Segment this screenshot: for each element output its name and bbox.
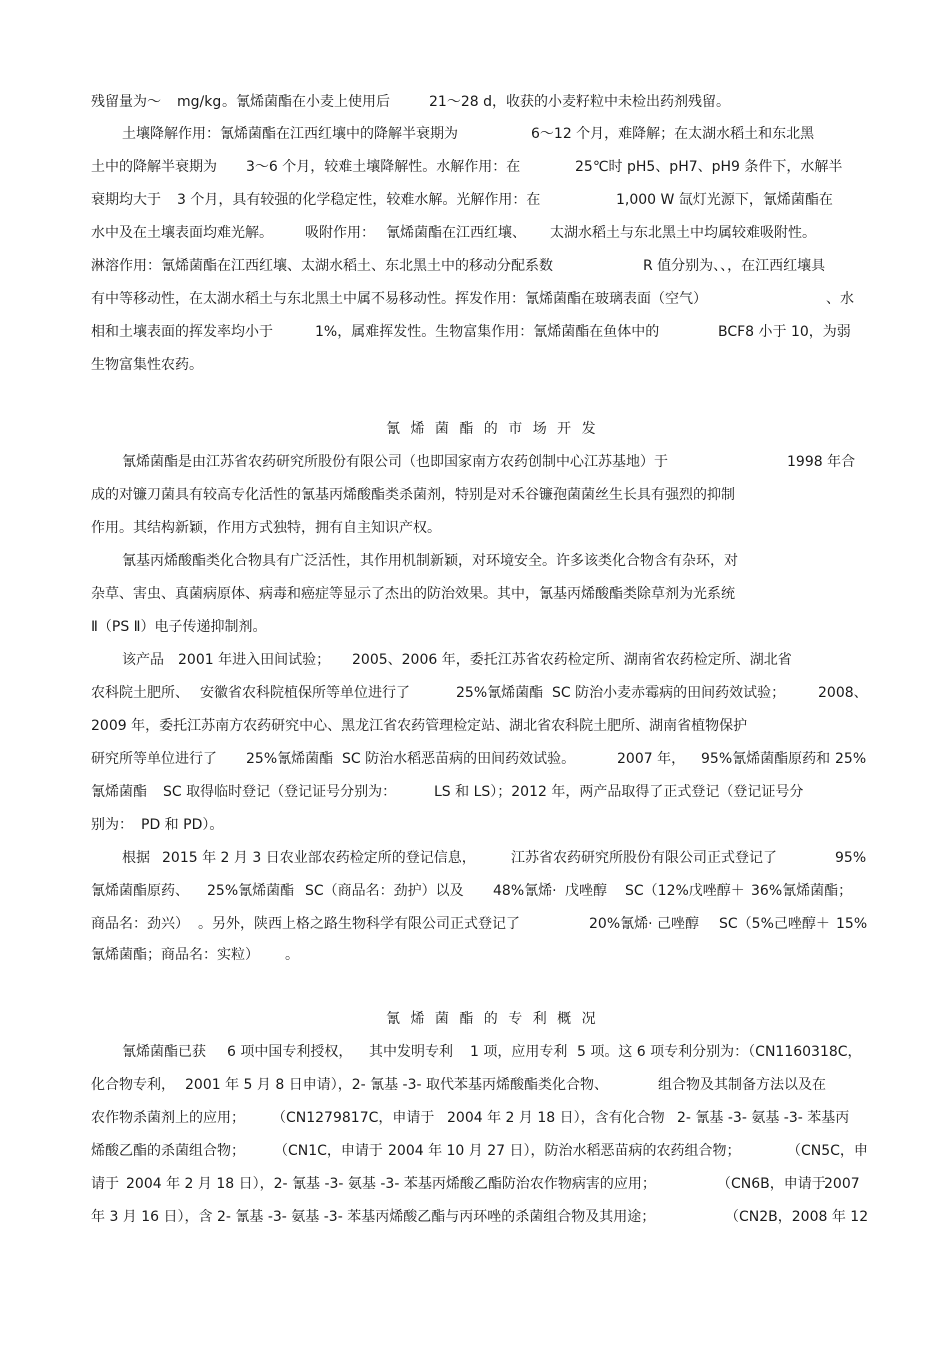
text-segment: 己唑醇: [657, 916, 699, 932]
text-segment: 烯酸乙酯的杀菌组合物；: [91, 1143, 245, 1159]
text-segment: 2001 年进入田间试验；: [178, 652, 331, 668]
text-segment: 相和土壤表面的挥发率均小于: [91, 324, 273, 340]
text-segment: 1%，属难挥发性。生物富集作用：氰烯菌酯在鱼体中的: [315, 324, 660, 340]
text-segment: 95%: [835, 850, 867, 866]
text-segment: PD 和 PD）。: [141, 817, 224, 833]
text-segment: 25%氰烯菌酯: [456, 685, 544, 701]
text-segment: Ⅱ（PS Ⅱ）电子传递抑制剂。: [91, 619, 267, 635]
text-segment: mg/kg: [177, 94, 222, 110]
text-segment: 6 项中国专利授权，: [227, 1044, 353, 1060]
text-segment: 请于: [91, 1176, 119, 1192]
text-segment: 别为：: [91, 817, 133, 833]
section-heading: 氰 烯 菌 酯 的 市 场 开 发: [386, 421, 599, 437]
text-segment: 2004 年 2 月 18 日），2- 氰基 -3- 氨基 -3- 苯基丙烯酸乙酯防治农作物病害的应用；: [126, 1176, 656, 1192]
text-segment: 48%氰烯·: [493, 883, 557, 899]
text-segment: 25%: [835, 751, 867, 767]
text-segment: （CN1279817C，申请于: [272, 1110, 435, 1126]
text-segment: 商品名：劲兴）: [91, 916, 189, 932]
text-segment: 1,000 W 氙灯光源下，氰烯菌酯在: [616, 192, 833, 208]
text-segment: 25%氰烯菌酯: [246, 751, 334, 767]
text-segment: 2004 年 2 月 18 日），含有化合物: [447, 1110, 665, 1126]
text-segment: 95%氰烯菌酯原药和: [701, 751, 831, 767]
text-segment: 2007 年，: [617, 751, 686, 767]
text-segment: 。另外，陕西上格之路生物科学有限公司正式登记了: [198, 916, 520, 932]
text-segment: BCF8 小于 10，为弱: [718, 324, 851, 340]
text-segment: （CN1C，申请于: [274, 1143, 383, 1159]
text-segment: 戊唑醇: [565, 883, 607, 899]
text-segment: SC 取得临时登记（登记证号分别为：: [163, 784, 397, 800]
text-segment: 5 项。这 6 项专利分别为：（CN1160318C，: [577, 1044, 862, 1060]
text-segment: 氰基丙烯酸酯类化合物具有广泛活性，其作用机制新颖，对环境安全。许多该类化合物含有杂环，对: [122, 553, 738, 569]
text-segment: 、水: [826, 291, 854, 307]
text-segment: 2015 年 2 月 3 日农业部农药检定所的登记信息，: [162, 850, 476, 866]
text-segment: 2008、: [818, 685, 868, 701]
text-segment: 21～28 d，收获的小麦籽粒中未检出药剂残留。: [429, 94, 730, 110]
text-segment: 年 3 月 16 日），含 2- 氰基 -3- 氨基 -3- 苯基丙烯酸乙酯与丙环唑的杀菌组合物及其用途；: [91, 1209, 656, 1225]
text-segment: R 值分别为、、，在江西红壤具: [643, 258, 826, 274]
text-segment: 氰烯菌酯原药、: [91, 883, 189, 899]
text-segment: （CN6B，申请于: [717, 1176, 826, 1192]
text-segment: 江苏省农药研究所股份有限公司正式登记了: [511, 850, 777, 866]
text-segment: 土壤降解作用：氰烯菌酯在江西红壤中的降解半衰期为: [122, 126, 458, 142]
text-segment: 3～6 个月，较难土壤降解性。水解作用：在: [246, 159, 521, 175]
text-segment: 3 个月，具有较强的化学稳定性，较难水解。光解作用：在: [177, 192, 541, 208]
text-segment: SC（5%己唑醇＋: [719, 916, 830, 932]
text-segment: 2005、2006 年，委托江苏省农药检定所、湖南省农药检定所、湖北省: [352, 652, 792, 668]
text-segment: 其中发明专利: [369, 1044, 453, 1060]
text-segment: 根据: [122, 850, 150, 866]
text-segment: （CN2B，2008 年 12: [725, 1209, 869, 1225]
text-segment: 氰烯菌酯；商品名：实粒）: [91, 947, 259, 963]
text-segment: 2007: [824, 1176, 860, 1192]
text-segment: 。: [285, 947, 299, 963]
text-segment: 有中等移动性，在太湖水稻土与东北黑土中属不易移动性。挥发作用：氰烯菌酯在玻璃表面（空气）: [91, 291, 707, 307]
text-segment: LS 和 LS）；2012 年，两产品取得了正式登记（登记证号分: [434, 784, 804, 800]
text-segment: 淋溶作用：氰烯菌酯在江西红壤、太湖水稻土、东北黑土中的移动分配系数: [91, 258, 553, 274]
text-segment: 2004 年 10 月 27 日），防治水稻恶苗病的农药组合物；: [388, 1143, 741, 1159]
text-segment: 2009 年，委托江苏南方农药研究中心、黑龙江省农药管理检定站、湖北省农科院土肥所、湖南省植物保护: [91, 718, 748, 734]
text-segment: SC（商品名：劲护）以及: [305, 883, 464, 899]
text-segment: SC（12%戊唑醇＋: [625, 883, 745, 899]
text-segment: 2- 氰基 -3- 氨基 -3- 苯基丙: [677, 1110, 850, 1126]
text-segment: 36%氰烯菌酯；: [751, 883, 853, 899]
text-segment: 1998 年合: [787, 454, 856, 470]
text-segment: 化合物专利，: [91, 1077, 175, 1093]
text-segment: 1 项，应用专利: [470, 1044, 568, 1060]
text-segment: 2001 年 5 月 8 日申请），2- 氰基 -3- 取代苯基丙烯酸酯类化合物、: [185, 1077, 609, 1093]
text-segment: 氰烯菌酯是由江苏省农药研究所股份有限公司（也即国家南方农药创制中心江苏基地）于: [122, 454, 668, 470]
text-segment: 作用。其结构新颖，作用方式独特，拥有自主知识产权。: [91, 520, 441, 536]
text-segment: 水中及在土壤表面均难光解。: [91, 225, 273, 241]
text-segment: 25℃时 pH5、pH7、pH9 条件下，水解半: [575, 159, 843, 175]
text-segment: 氰烯菌酯在江西红壤、: [386, 225, 526, 241]
text-segment: 残留量为～: [91, 94, 161, 110]
section-heading: 氰 烯 菌 酯 的 专 利 概 况: [386, 1011, 599, 1027]
text-segment: 安徽省农科院植保所等单位进行了: [200, 685, 410, 701]
text-segment: 土中的降解半衰期为: [91, 159, 217, 175]
text-segment: SC 防治小麦赤霉病的田间药效试验；: [552, 685, 786, 701]
text-segment: 杂草、害虫、真菌病原体、病毒和癌症等显示了杰出的防治效果。其中，氰基丙烯酸酯类除草剂为光系统: [91, 586, 735, 602]
text-segment: 农科院土肥所、: [91, 685, 189, 701]
text-segment: 氰烯菌酯已获: [122, 1044, 206, 1060]
text-segment: （CN5C，申: [787, 1143, 868, 1159]
text-segment: 农作物杀菌剂上的应用；: [91, 1110, 245, 1126]
text-segment: 生物富集性农药。: [91, 357, 203, 373]
text-segment: 25%氰烯菌酯: [207, 883, 295, 899]
text-segment: 该产品: [122, 652, 164, 668]
text-segment: 太湖水稻土与东北黑土中均属较难吸附性。: [550, 225, 816, 241]
text-segment: 15%: [836, 916, 868, 932]
text-segment: 20%氰烯·: [589, 916, 653, 932]
text-segment: SC 防治水稻恶苗病的田间药效试验。: [342, 751, 576, 767]
text-segment: 研究所等单位进行了: [91, 751, 217, 767]
text-segment: 成的对镰刀菌具有较高专化活性的氰基丙烯酸酯类杀菌剂，特别是对禾谷镰孢菌菌丝生长具有强烈的抑制: [91, 487, 735, 503]
text-segment: 氰烯菌酯: [91, 784, 147, 800]
text-segment: 衰期均大于: [91, 192, 161, 208]
text-segment: 吸附作用：: [305, 225, 375, 241]
text-segment: 6～12 个月，难降解；在太湖水稻土和东北黑: [531, 126, 815, 142]
text-segment: 组合物及其制备方法以及在: [658, 1077, 826, 1093]
text-segment: 。氰烯菌酯在小麦上使用后: [222, 94, 390, 110]
